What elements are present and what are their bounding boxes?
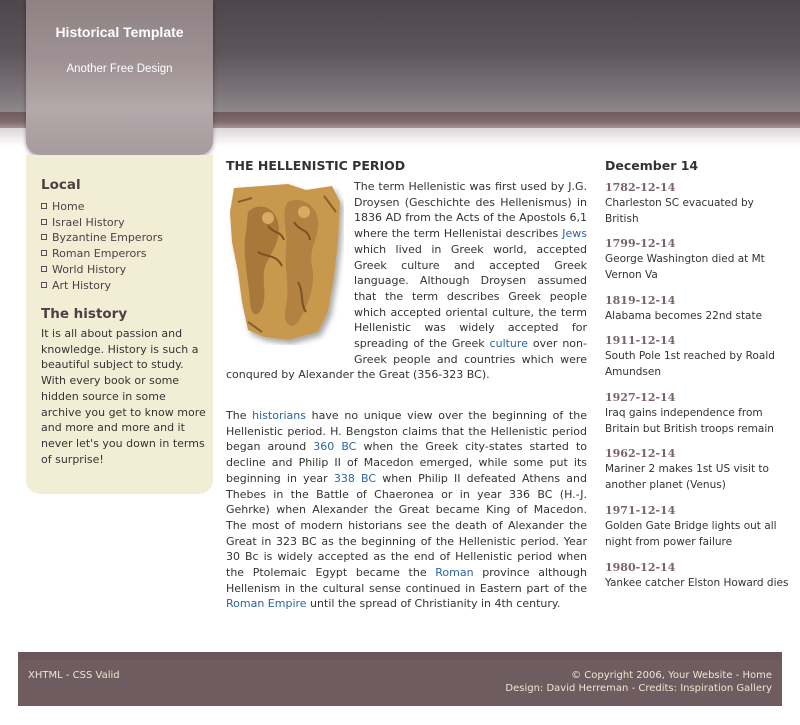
brand-box	[26, 0, 213, 155]
validation-links	[28, 670, 120, 681]
event-date: 1819-12-14	[605, 294, 676, 307]
bullet-icon	[41, 266, 47, 272]
text-run: until the spread of Christianity in 4th century.	[306, 597, 561, 611]
link-roman[interactable]: Roman	[435, 566, 474, 580]
copyright-text: © Copyright 2006, Your Website	[571, 670, 733, 681]
event-date: 1782-12-14	[605, 181, 676, 194]
text-run: province although Hellenism in the cultural sense continued in Eastern part of the	[226, 566, 587, 595]
text-run: over non-Greek people and countries which were conqured by Alexander the Great (356-323 BC).	[226, 337, 587, 382]
copyright-line	[505, 669, 772, 682]
events-heading: December 14	[605, 158, 699, 173]
menu-item-label[interactable]: Byzantine Emperors	[52, 231, 163, 245]
separator: - Credits:	[628, 683, 681, 694]
css-valid-link[interactable]: CSS Valid	[72, 670, 120, 681]
event-date: 1911-12-14	[605, 334, 676, 347]
event-text: Golden Gate Bridge lights out all night from power failure	[605, 520, 777, 548]
history-heading: The history	[41, 306, 128, 322]
event-text: Mariner 2 makes 1st US visit to another planet (Venus)	[605, 463, 769, 491]
event-text: South Pole 1st reached by Roald Amundsen	[605, 350, 775, 378]
bullet-icon	[41, 234, 47, 240]
event-date: 1927-12-14	[605, 391, 676, 404]
link-culture[interactable]: culture	[489, 337, 528, 351]
bullet-icon	[41, 219, 47, 225]
footer-top-band	[18, 652, 782, 660]
text-run: when Philip II defeated Athens and Thebes in the Battle of Chaeronea or in year 336 BC (H.-J. Gehrke) when Alexander the Great became King of Macedon. The most of modern historians see the death of Alexander the Great in 323 BC as the beginning of the Hellenistic period. Year 30 Bc is widely accepted as the end of Hellenistic period when the Ptolemaic Egypt became the	[226, 471, 587, 580]
local-menu	[41, 199, 163, 293]
local-heading: Local	[41, 177, 81, 193]
menu-item-label[interactable]: Israel History	[52, 215, 125, 229]
text-run: which lived in Greek world, accepted Greek culture and accepted Greek language. Although Droysen assumed that the term describes Greek people which accepted oriental culture, the term Hellenistic was widely accepted for spreading of the Greek	[354, 242, 587, 351]
designer-link[interactable]: David Herreman	[546, 683, 629, 694]
menu-item-home[interactable]	[41, 199, 163, 215]
menu-item-world-history[interactable]	[41, 262, 163, 278]
footer	[18, 660, 782, 706]
event-date: 1971-12-14	[605, 504, 676, 517]
bullet-icon	[41, 282, 47, 288]
menu-item-label[interactable]: World History	[52, 262, 127, 276]
left-sidebar	[26, 155, 213, 494]
menu-item-label[interactable]: Art History	[52, 278, 111, 292]
event-text: Yankee catcher Elston Howard dies	[605, 577, 789, 589]
article-paragraph-2	[226, 408, 587, 612]
event-text: Iraq gains independence from Britain but British troops remain	[605, 407, 774, 435]
event-text: Alabama becomes 22nd state	[605, 310, 763, 322]
link-360-bc[interactable]: 360 BC	[313, 440, 357, 454]
event-text: Charleston SC evacuated by British	[605, 197, 754, 225]
design-line	[505, 682, 772, 695]
site-title: Historical Template	[55, 24, 184, 40]
article-paragraph-1	[226, 179, 587, 383]
text-run: The term Hellenistic was first used by J.G. Droysen (Geschichte des Hellenismus) in 1836 AD from the Acts of the Apostols 6,1 where the term Hellenistai describes	[354, 180, 587, 241]
link-roman-empire[interactable]: Roman Empire	[226, 597, 307, 611]
event-date: 1962-12-14	[605, 447, 676, 460]
text-run: when the Greek city-states started to decline and Philip II of Macedon emerged, while some put its beginning in year	[226, 440, 587, 485]
menu-item-art-history[interactable]	[41, 278, 163, 294]
home-link[interactable]: Home	[742, 670, 772, 681]
link-jews[interactable]: Jews	[562, 227, 587, 241]
event-text: George Washington died at Mt Vernon Va	[605, 253, 765, 281]
xhtml-link[interactable]: XHTML	[28, 670, 63, 681]
separator: -	[62, 670, 73, 681]
text-run: have no unique view over the beginning of the Hellenistic period. H. Bengston claims that the Hellenistic period began around	[226, 409, 587, 454]
design-prefix: Design:	[505, 683, 547, 694]
menu-item-israel-history[interactable]	[41, 215, 163, 231]
link-338-bc[interactable]: 338 BC	[333, 471, 377, 485]
footer-credits	[505, 669, 772, 695]
menu-item-label[interactable]: Home	[52, 200, 85, 213]
text-run: The	[226, 409, 253, 422]
site-subtitle: Another Free Design	[66, 63, 173, 75]
separator: -	[732, 670, 743, 681]
bullet-icon	[41, 250, 47, 256]
menu-item-label[interactable]: Roman Emperors	[52, 247, 147, 261]
menu-item-byzantine-emperors[interactable]	[41, 230, 163, 246]
link-historians[interactable]: historians	[252, 409, 306, 422]
bullet-icon	[41, 203, 47, 209]
credits-link[interactable]: Inspiration Gallery	[680, 683, 772, 694]
menu-item-roman-emperors[interactable]	[41, 246, 163, 262]
event-date: 1980-12-14	[605, 561, 676, 574]
article-title: THE HELLENISTIC PERIOD	[226, 158, 406, 173]
event-date: 1799-12-14	[605, 237, 676, 250]
history-text: It is all about passion and knowledge. History is such a beautiful subject to study. With every book or some hidden source in some archive you get to know more and more and more and it never let's you down in terms of surprise!	[41, 327, 206, 466]
